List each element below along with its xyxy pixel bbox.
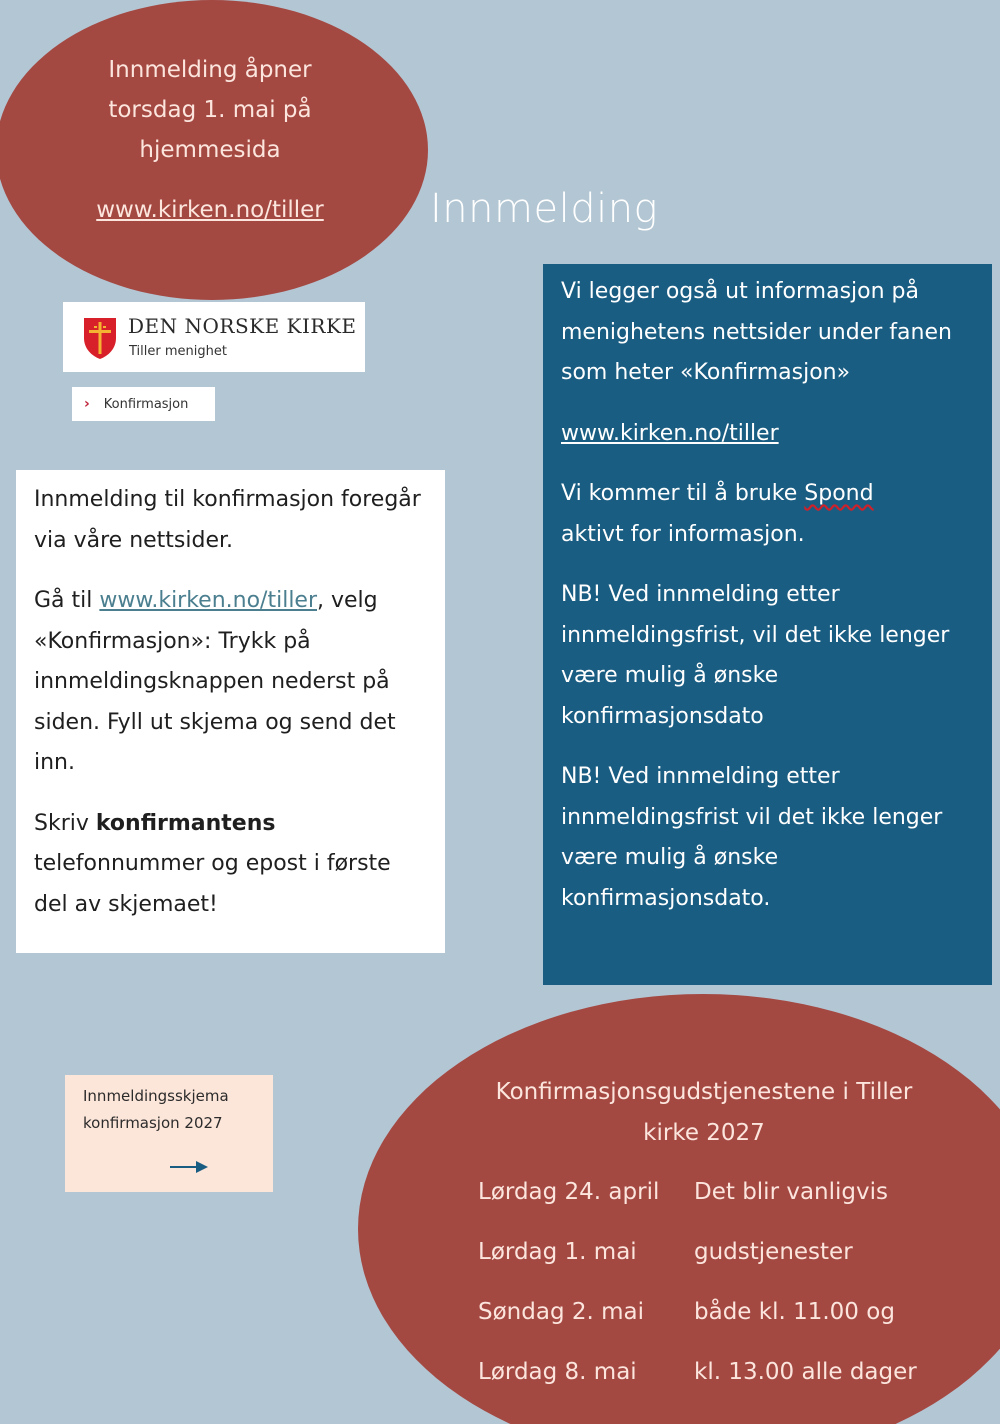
bold-text: konfirmantens: [95, 810, 276, 836]
schedule-note: Det blir vanligvis: [694, 1179, 888, 1205]
instructions-intro: Innmelding til konfirmasjon foregår via våre nettsider.: [34, 487, 421, 553]
church-shield-cross-icon: [82, 316, 118, 360]
arrow-right-icon: [168, 1159, 210, 1175]
schedule-date: Lørdag 1. mai: [478, 1239, 637, 1265]
text: Skriv: [34, 810, 96, 836]
schedule-date: Lørdag 8. mai: [478, 1359, 637, 1385]
text: telefonnummer og epost i første del av skjemaet!: [34, 851, 391, 917]
schedule-row: [478, 1352, 917, 1412]
instructions-card: [16, 470, 445, 953]
schedule-row: [478, 1232, 917, 1292]
announcement-line: Innmelding åpner: [108, 57, 312, 83]
spond-paragraph: [561, 474, 980, 555]
spond-word: Spond: [804, 481, 874, 506]
schedule-table: [478, 1172, 917, 1412]
announcement-line: hjemmesida: [139, 137, 281, 163]
church-logo: [63, 302, 365, 372]
website-link[interactable]: www.kirken.no/tiller: [96, 197, 324, 223]
schedule-date: Søndag 2. mai: [478, 1299, 644, 1325]
logo-subtitle: Tiller menighet: [129, 344, 227, 359]
page-title: Innmelding: [430, 186, 659, 232]
website-link[interactable]: www.kirken.no/tiller: [561, 420, 779, 446]
text: , velg «Konfirmasjon»: Trykk på innmeldingsknappen nederst på siden. Fyll ut skjema og send det inn.: [34, 588, 396, 775]
deadline-note: NB! Ved innmelding etter innmeldingsfrist vil det ikke lenger være mulig å ønske konfirmasjonsdato.: [561, 764, 943, 911]
form-card-line: Innmeldingsskjema: [83, 1087, 229, 1105]
form-card-line: konfirmasjon 2027: [83, 1114, 223, 1132]
schedule-note: kl. 13.00 alle dager: [694, 1359, 917, 1385]
deadline-note: NB! Ved innmelding etter innmeldingsfrist, vil det ikke lenger være mulig å ønske konfirmasjonsdato: [561, 582, 950, 729]
schedule-row: [478, 1292, 917, 1352]
announcement-line: torsdag 1. mai på: [108, 97, 312, 123]
text: Vi kommer til å bruke: [561, 481, 805, 506]
info-card: [543, 264, 992, 985]
logo-title: DEN NORSKE KIRKE: [128, 314, 357, 338]
text: Gå til: [34, 588, 100, 613]
schedule-title: Konfirmasjonsgudstjenestene i Tiller kirke 2027: [495, 1079, 913, 1146]
schedule-note: gudstjenester: [694, 1239, 853, 1265]
info-link-paragraph: [561, 414, 980, 455]
registration-form-button[interactable]: [65, 1075, 273, 1192]
nav-link-label: Konfirmasjon: [103, 396, 189, 412]
announcement-text: [60, 50, 360, 230]
instructions-note: [34, 804, 429, 926]
instructions-steps: [34, 581, 429, 784]
chevron-right-icon: ›: [84, 396, 90, 412]
schedule-row: [478, 1172, 917, 1232]
info-paragraph: Vi legger også ut informasjon på menighetens nettsider under fanen som heter «Konfirmasjon»: [561, 279, 952, 385]
text: aktivt for informasjon.: [561, 521, 805, 547]
konfirmasjon-nav-link[interactable]: [72, 387, 215, 421]
schedule-note: både kl. 11.00 og: [694, 1299, 895, 1325]
schedule-date: Lørdag 24. april: [478, 1179, 660, 1205]
website-link[interactable]: www.kirken.no/tiller: [99, 588, 318, 613]
